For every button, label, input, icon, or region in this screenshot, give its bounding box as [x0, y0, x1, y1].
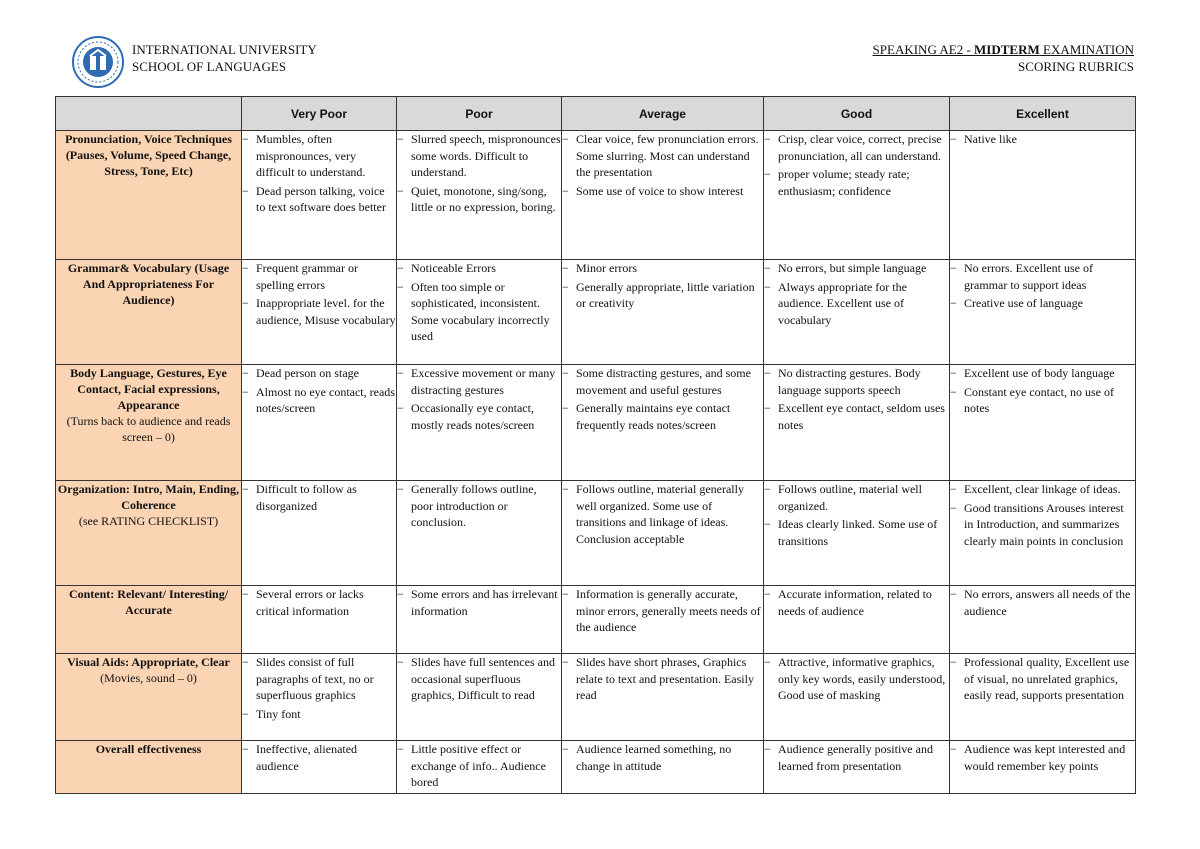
descriptor-list	[397, 654, 561, 704]
score-cell-poor	[397, 741, 562, 794]
university-logo-icon	[72, 36, 124, 88]
score-cell-good	[764, 481, 950, 586]
descriptor-list	[397, 741, 561, 791]
score-cell-excellent	[950, 365, 1136, 481]
criteria-title: Pronunciation, Voice Techniques (Pauses, Volume, Speed Change, Stress, Tone, Etc)	[65, 132, 232, 178]
score-cell-good	[764, 741, 950, 794]
descriptor-item: − Ineffective, alienated audience	[242, 741, 396, 774]
header-cell-poor: Poor	[397, 97, 562, 131]
descriptor-item: − Excellent use of body language	[950, 365, 1135, 382]
descriptor-item: − Almost no eye contact, reads notes/screen	[242, 384, 396, 417]
descriptor-item: − Follows outline, material generally well organized. Some use of transitions and linkage of ideas. Conclusion acceptable	[562, 481, 763, 547]
descriptor-item: − Constant eye contact, no use of notes	[950, 384, 1135, 417]
criteria-cell	[56, 654, 242, 741]
descriptor-item: − Some errors and has irrelevant information	[397, 586, 561, 619]
score-cell-poor	[397, 586, 562, 654]
descriptor-item: − Tiny font	[242, 706, 396, 723]
descriptor-item: − Always appropriate for the audience. Excellent use of vocabulary	[764, 279, 949, 329]
header-cell-very-poor: Very Poor	[242, 97, 397, 131]
criteria-title: Grammar& Vocabulary (Usage And Appropriateness For Audience)	[67, 261, 230, 307]
exam-title-prefix: SPEAKING AE2 -	[872, 42, 975, 57]
descriptor-list	[764, 131, 949, 199]
table-row	[56, 586, 1136, 654]
descriptor-list	[764, 586, 949, 619]
descriptor-list	[562, 260, 763, 312]
table-header-row	[56, 97, 1136, 131]
descriptor-item: − Frequent grammar or spelling errors	[242, 260, 396, 293]
descriptor-item: − Little positive effect or exchange of info.. Audience bored	[397, 741, 561, 791]
descriptor-list	[562, 586, 763, 636]
criteria-note: (Turns back to audience and reads screen – 0)	[66, 414, 231, 444]
descriptor-list	[764, 654, 949, 704]
header-cell-criteria	[56, 97, 242, 131]
descriptor-list	[562, 365, 763, 433]
descriptor-item: − Clear voice, few pronunciation errors. Some slurring. Most can understand the presentation	[562, 131, 763, 181]
descriptor-item: − Excellent eye contact, seldom uses notes	[764, 400, 949, 433]
criteria-note: (Movies, sound – 0)	[100, 671, 197, 685]
descriptor-list	[562, 481, 763, 547]
descriptor-item: − Audience generally positive and learned from presentation	[764, 741, 949, 774]
descriptor-item: − Difficult to follow as disorganized	[242, 481, 396, 514]
criteria-title: Content: Relevant/ Interesting/ Accurate	[68, 587, 229, 617]
descriptor-item: − Accurate information, related to needs of audience	[764, 586, 949, 619]
score-cell-poor	[397, 481, 562, 586]
score-cell-very-poor	[242, 586, 397, 654]
descriptor-item: − No errors, answers all needs of the audience	[950, 586, 1135, 619]
descriptor-item: − proper volume; steady rate; enthusiasm; confidence	[764, 166, 949, 199]
exam-title-strong: MIDTERM	[974, 42, 1040, 57]
score-cell-very-poor	[242, 654, 397, 741]
score-cell-average	[562, 260, 764, 365]
score-cell-very-poor	[242, 741, 397, 794]
descriptor-item: − No distracting gestures. Body language supports speech	[764, 365, 949, 398]
descriptor-item: − Often too simple or sophisticated, inconsistent. Some vocabulary incorrectly used	[397, 279, 561, 345]
descriptor-list	[950, 131, 1135, 148]
descriptor-list	[764, 260, 949, 328]
descriptor-item: − Some use of voice to show interest	[562, 183, 763, 200]
descriptor-item: − Slides have short phrases, Graphics relate to text and presentation. Easily read	[562, 654, 763, 704]
descriptor-list	[242, 365, 396, 417]
page-header	[72, 36, 1134, 92]
descriptor-item: − Native like	[950, 131, 1135, 148]
descriptor-item: − Attractive, informative graphics, only key words, easily understood, Good use of masking	[764, 654, 949, 704]
descriptor-item: − Noticeable Errors	[397, 260, 561, 277]
score-cell-good	[764, 654, 950, 741]
score-cell-good	[764, 586, 950, 654]
criteria-cell	[56, 586, 242, 654]
descriptor-item: − Slides have full sentences and occasional superfluous graphics, Difficult to read	[397, 654, 561, 704]
descriptor-list	[242, 260, 396, 328]
descriptor-item: − Crisp, clear voice, correct, precise pronunciation, all can understand.	[764, 131, 949, 164]
descriptor-list	[764, 481, 949, 549]
score-cell-very-poor	[242, 131, 397, 260]
descriptor-list	[397, 481, 561, 531]
university-name: INTERNATIONAL UNIVERSITY	[132, 42, 317, 57]
descriptor-list	[242, 741, 396, 774]
descriptor-list	[562, 654, 763, 704]
descriptor-item: − Follows outline, material well organized.	[764, 481, 949, 514]
criteria-title: Body Language, Gestures, Eye Contact, Facial expressions, Appearance	[70, 366, 227, 412]
descriptor-item: − Generally appropriate, little variation or creativity	[562, 279, 763, 312]
descriptor-item: − Minor errors	[562, 260, 763, 277]
descriptor-item: − Slides consist of full paragraphs of text, no or superfluous graphics	[242, 654, 396, 704]
table-row	[56, 131, 1136, 260]
descriptor-list	[242, 586, 396, 619]
descriptor-item: − Dead person talking, voice to text software does better	[242, 183, 396, 216]
descriptor-list	[242, 654, 396, 722]
descriptor-item: − Audience was kept interested and would remember key points	[950, 741, 1135, 774]
table-row	[56, 481, 1136, 586]
table-row	[56, 260, 1136, 365]
school-name: SCHOOL OF LANGUAGES	[132, 59, 287, 74]
score-cell-average	[562, 654, 764, 741]
score-cell-excellent	[950, 654, 1136, 741]
exam-title	[873, 41, 1134, 75]
descriptor-list	[242, 131, 396, 216]
descriptor-item: − Ideas clearly linked. Some use of transitions	[764, 516, 949, 549]
descriptor-item: − Generally maintains eye contact frequently reads notes/screen	[562, 400, 763, 433]
criteria-note: (see RATING CHECKLIST)	[78, 514, 219, 528]
descriptor-item: − Several errors or lacks critical information	[242, 586, 396, 619]
institution-name	[132, 41, 317, 75]
descriptor-item: − Some distracting gestures, and some movement and useful gestures	[562, 365, 763, 398]
descriptor-item: − Mumbles, often mispronounces, very difficult to understand.	[242, 131, 396, 181]
rubric-title: SCORING RUBRICS	[1018, 59, 1134, 74]
descriptor-list	[397, 260, 561, 345]
score-cell-very-poor	[242, 481, 397, 586]
descriptor-list	[950, 260, 1135, 312]
exam-title-suffix: EXAMINATION	[1039, 42, 1134, 57]
descriptor-list	[950, 481, 1135, 549]
score-cell-poor	[397, 131, 562, 260]
criteria-cell	[56, 365, 242, 481]
descriptor-item: − No errors. Excellent use of grammar to support ideas	[950, 260, 1135, 293]
descriptor-list	[562, 131, 763, 199]
descriptor-list	[242, 481, 396, 514]
descriptor-list	[950, 365, 1135, 417]
descriptor-item: − Slurred speech, mispronounces some words. Difficult to understand.	[397, 131, 561, 181]
descriptor-list	[950, 654, 1135, 704]
descriptor-list	[764, 365, 949, 433]
score-cell-excellent	[950, 131, 1136, 260]
table-row	[56, 654, 1136, 741]
descriptor-list	[764, 741, 949, 774]
descriptor-item: − Excellent, clear linkage of ideas.	[950, 481, 1135, 498]
descriptor-item: − Information is generally accurate, minor errors, generally meets needs of the audience	[562, 586, 763, 636]
score-cell-good	[764, 260, 950, 365]
criteria-cell	[56, 131, 242, 260]
score-cell-very-poor	[242, 365, 397, 481]
scoring-rubric-table	[55, 96, 1136, 794]
score-cell-good	[764, 365, 950, 481]
score-cell-poor	[397, 654, 562, 741]
descriptor-item: − Occasionally eye contact, mostly reads notes/screen	[397, 400, 561, 433]
descriptor-item: − Dead person on stage	[242, 365, 396, 382]
descriptor-item: − Good transitions Arouses interest in Introduction, and summarizes clearly main points in conclusion	[950, 500, 1135, 550]
descriptor-list	[950, 586, 1135, 619]
descriptor-item: − Audience learned something, no change in attitude	[562, 741, 763, 774]
score-cell-good	[764, 131, 950, 260]
descriptor-item: − No errors, but simple language	[764, 260, 949, 277]
table-row	[56, 365, 1136, 481]
table-row	[56, 741, 1136, 794]
header-cell-excellent: Excellent	[950, 97, 1136, 131]
descriptor-item: − Creative use of language	[950, 295, 1135, 312]
descriptor-item: − Generally follows outline, poor introduction or conclusion.	[397, 481, 561, 531]
score-cell-average	[562, 586, 764, 654]
criteria-title: Visual Aids: Appropriate, Clear	[67, 655, 230, 669]
score-cell-excellent	[950, 586, 1136, 654]
score-cell-poor	[397, 365, 562, 481]
score-cell-average	[562, 131, 764, 260]
descriptor-list	[950, 741, 1135, 774]
header-cell-average: Average	[562, 97, 764, 131]
score-cell-excellent	[950, 481, 1136, 586]
criteria-title: Organization: Intro, Main, Ending, Coherence	[57, 482, 240, 512]
score-cell-very-poor	[242, 260, 397, 365]
score-cell-average	[562, 741, 764, 794]
score-cell-average	[562, 365, 764, 481]
descriptor-item: − Inappropriate level. for the audience, Misuse vocabulary	[242, 295, 396, 328]
header-cell-good: Good	[764, 97, 950, 131]
descriptor-list	[397, 365, 561, 433]
descriptor-list	[397, 131, 561, 216]
criteria-title: Overall effectiveness	[95, 742, 202, 756]
criteria-cell	[56, 481, 242, 586]
criteria-cell	[56, 741, 242, 794]
rubric-body	[56, 131, 1136, 794]
score-cell-poor	[397, 260, 562, 365]
descriptor-item: − Quiet, monotone, sing/song, little or no expression, boring.	[397, 183, 561, 216]
descriptor-item: − Excessive movement or many distracting gestures	[397, 365, 561, 398]
score-cell-excellent	[950, 741, 1136, 794]
descriptor-item: − Professional quality, Excellent use of visual, no unrelated graphics, easily read, supports presentation	[950, 654, 1135, 704]
descriptor-list	[397, 586, 561, 619]
score-cell-excellent	[950, 260, 1136, 365]
score-cell-average	[562, 481, 764, 586]
criteria-cell	[56, 260, 242, 365]
descriptor-list	[562, 741, 763, 774]
